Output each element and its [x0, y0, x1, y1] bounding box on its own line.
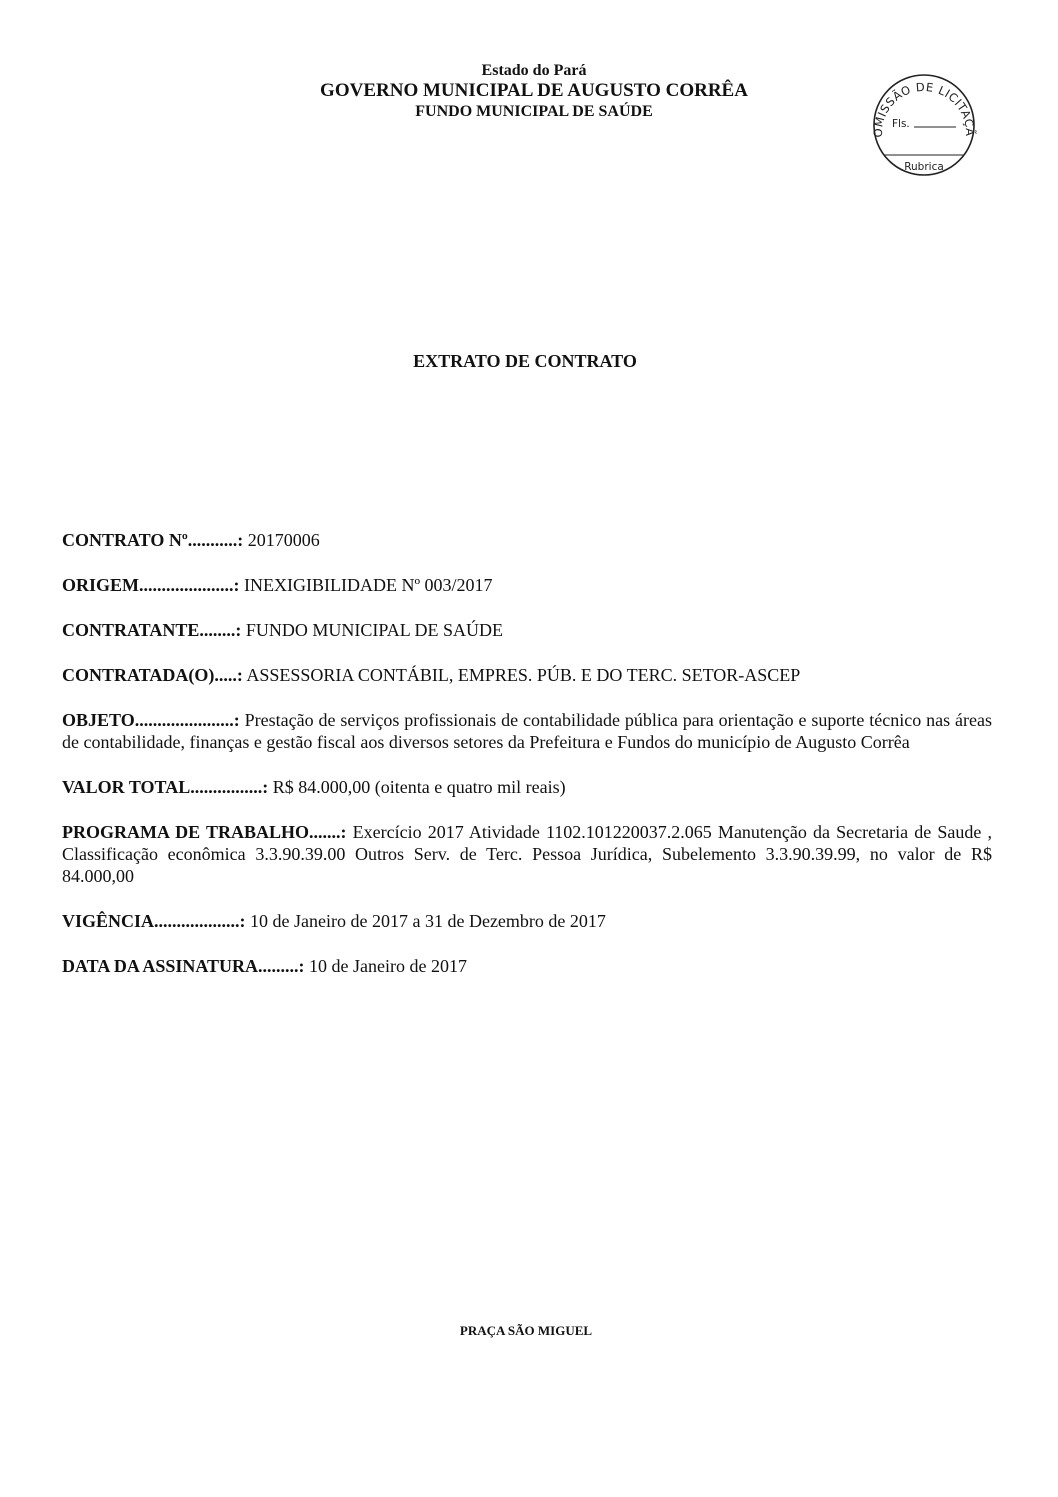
field-label: CONTRATO Nº...........: — [62, 530, 244, 550]
field-value: Prestação de serviços profissionais de contabilidade pública para orientação e suporte técnico nas áreas de contabilidade, finanças e gestão fiscal aos diversos setores da Prefeitura e Fundos do município de Augusto Corrêa — [62, 710, 992, 752]
field-valor-total — [62, 776, 992, 798]
field-vigencia — [62, 910, 992, 932]
field-contrato-numero — [62, 529, 992, 551]
stamp-seal — [866, 71, 982, 179]
fund-name: FUNDO MUNICIPAL DE SAÚDE — [415, 103, 653, 120]
field-value: Exercício 2017 Atividade 1102.101220037.2.065 Manutenção da Secretaria de Saude , Classificação econômica 3.3.90.39.00 Outros Serv. de Terc. Pessoa Jurídica, Subelemento 3.3.90.39.99, no valor de R$ 84.000,00 — [62, 822, 993, 886]
field-label: CONTRATANTE........: — [62, 620, 242, 640]
field-data-assinatura — [62, 955, 992, 977]
state-name: Estado do Pará — [481, 62, 587, 79]
government-name: GOVERNO MUNICIPAL DE AUGUSTO CORRÊA — [320, 80, 748, 101]
field-label: VIGÊNCIA...................: — [62, 911, 246, 931]
field-label: ORIGEM.....................: — [62, 575, 240, 595]
field-value: 10 de Janeiro de 2017 — [304, 956, 468, 976]
field-value: INEXIGIBILIDADE Nº 003/2017 — [239, 575, 493, 595]
footer-address: PRAÇA SÃO MIGUEL — [459, 1323, 593, 1338]
field-contratada — [62, 664, 992, 686]
field-contratante — [62, 619, 992, 641]
field-origem — [62, 574, 992, 596]
field-label: VALOR TOTAL................: — [62, 777, 269, 797]
field-value: FUNDO MUNICIPAL DE SAÚDE — [241, 620, 504, 640]
stamp-fls-label: Fls. — [892, 118, 910, 130]
field-label: DATA DA ASSINATURA.........: — [62, 956, 305, 976]
field-value: 10 de Janeiro de 2017 a 31 de Dezembro de 2017 — [245, 911, 606, 931]
document-title: EXTRATO DE CONTRATO — [413, 351, 637, 371]
licitation-stamp — [866, 71, 982, 179]
field-label: PROGRAMA DE TRABALHO.......: — [62, 822, 347, 842]
field-value: R$ 84.000,00 (oitenta e quatro mil reais) — [268, 777, 566, 797]
stamp-ring-text: OMISSÃO DE LICITAÇÃ — [870, 79, 978, 138]
stamp-rubrica-label: Rubrica — [904, 161, 944, 173]
field-label: OBJETO......................: — [62, 710, 240, 730]
field-objeto — [62, 709, 992, 753]
field-label: CONTRATADA(O).....: — [62, 665, 243, 685]
field-value: ASSESSORIA CONTÁBIL, EMPRES. PÚB. E DO TERC. SETOR-ASCEP — [242, 665, 801, 685]
contract-fields — [62, 529, 992, 1000]
field-programa-de-trabalho — [62, 821, 992, 887]
field-value: 20170006 — [243, 530, 320, 550]
